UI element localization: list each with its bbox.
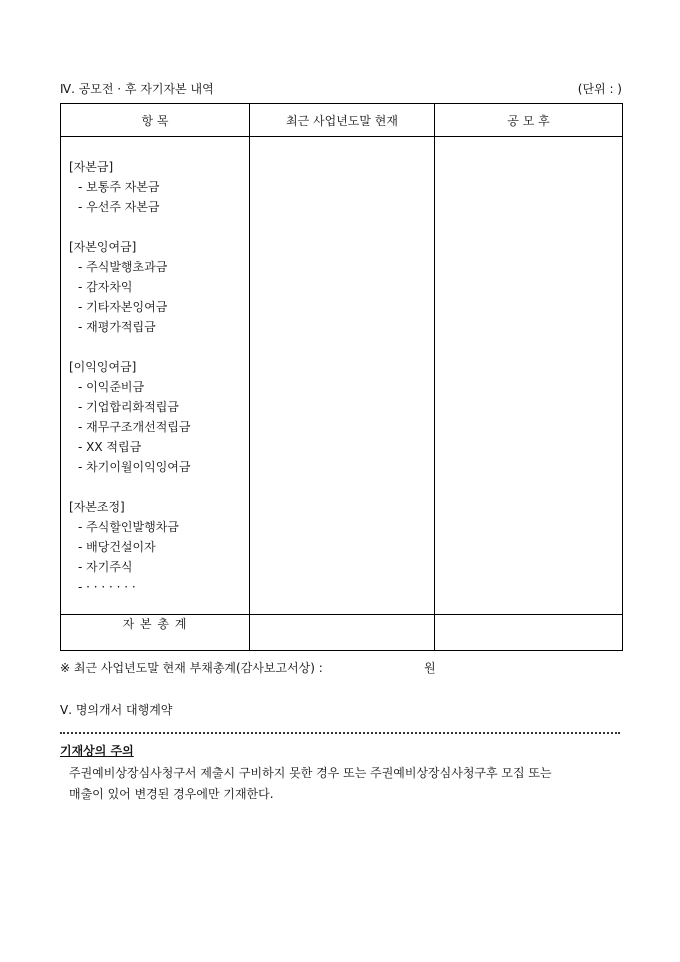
item-group-title: [자본잉여금] xyxy=(69,240,137,254)
list-item: - 기타자본잉여금 xyxy=(78,300,168,314)
caution-title: 기재상의 주의 xyxy=(60,744,134,758)
list-item: - 주식발행초과금 xyxy=(78,260,168,274)
unit-label: (단위 : ) xyxy=(577,82,622,96)
liabilities-note xyxy=(60,659,622,677)
item-group-title: [자본금] xyxy=(69,160,114,174)
list-item: - 차기이월이익잉여금 xyxy=(78,460,191,474)
section-iv-header xyxy=(60,80,622,96)
header-after-offering: 공 모 후 xyxy=(435,104,623,137)
recent-values-cell xyxy=(250,137,435,615)
total-after-cell xyxy=(435,615,623,651)
list-item: - 보통주 자본금 xyxy=(78,180,160,194)
items-cell xyxy=(61,137,250,615)
equity-table xyxy=(60,103,623,651)
list-item: - 재무구조개선적립금 xyxy=(78,420,191,434)
items-list xyxy=(61,137,249,597)
item-group xyxy=(69,497,249,597)
won-unit: 원 xyxy=(424,661,436,675)
after-offering-values-cell xyxy=(435,137,623,615)
header-recent-fiscal-year: 최근 사업년도말 현재 xyxy=(250,104,435,137)
list-item: - 주식할인발행차금 xyxy=(78,520,179,534)
list-item: - XX 적립금 xyxy=(78,440,142,454)
dotted-divider xyxy=(60,732,620,734)
section-iv-title: Ⅳ. 공모전 · 후 자기자본 내역 xyxy=(60,82,214,96)
items-row xyxy=(61,137,623,615)
caution-line-2: 매출이 있어 변경된 경우에만 기재한다. xyxy=(69,787,274,801)
list-item: - 재평가적립금 xyxy=(78,320,156,334)
section-v-title: Ⅴ. 명의개서 대행계약 xyxy=(60,703,173,717)
total-equity-label: 자 본 총 계 xyxy=(61,615,250,651)
list-item: - 배당건설이자 xyxy=(78,540,156,554)
header-item: 항 목 xyxy=(61,104,250,137)
list-item: - 감자차익 xyxy=(78,280,133,294)
total-recent-cell xyxy=(250,615,435,651)
item-group xyxy=(69,237,249,337)
item-group-title: [이익잉여금] xyxy=(69,360,137,374)
list-item: - 자기주식 xyxy=(78,560,133,574)
total-row xyxy=(61,615,623,651)
item-group xyxy=(69,157,249,217)
table-header-row xyxy=(61,104,623,137)
caution-line-1: 주권예비상장심사청구서 제출시 구비하지 못한 경우 또는 주권예비상장심사청구후 모집 또는 xyxy=(69,766,552,780)
list-item: - · · · · · · · xyxy=(78,580,136,594)
item-group xyxy=(69,357,249,477)
item-group-title: [자본조정] xyxy=(69,500,125,514)
liabilities-note-text: ※ 최근 사업년도말 현재 부채총계(감사보고서상) : xyxy=(60,661,323,675)
list-item: - 우선주 자본금 xyxy=(78,200,160,214)
caution-body xyxy=(69,763,621,805)
list-item: - 이익준비금 xyxy=(78,380,145,394)
list-item: - 기업합리화적립금 xyxy=(78,400,179,414)
